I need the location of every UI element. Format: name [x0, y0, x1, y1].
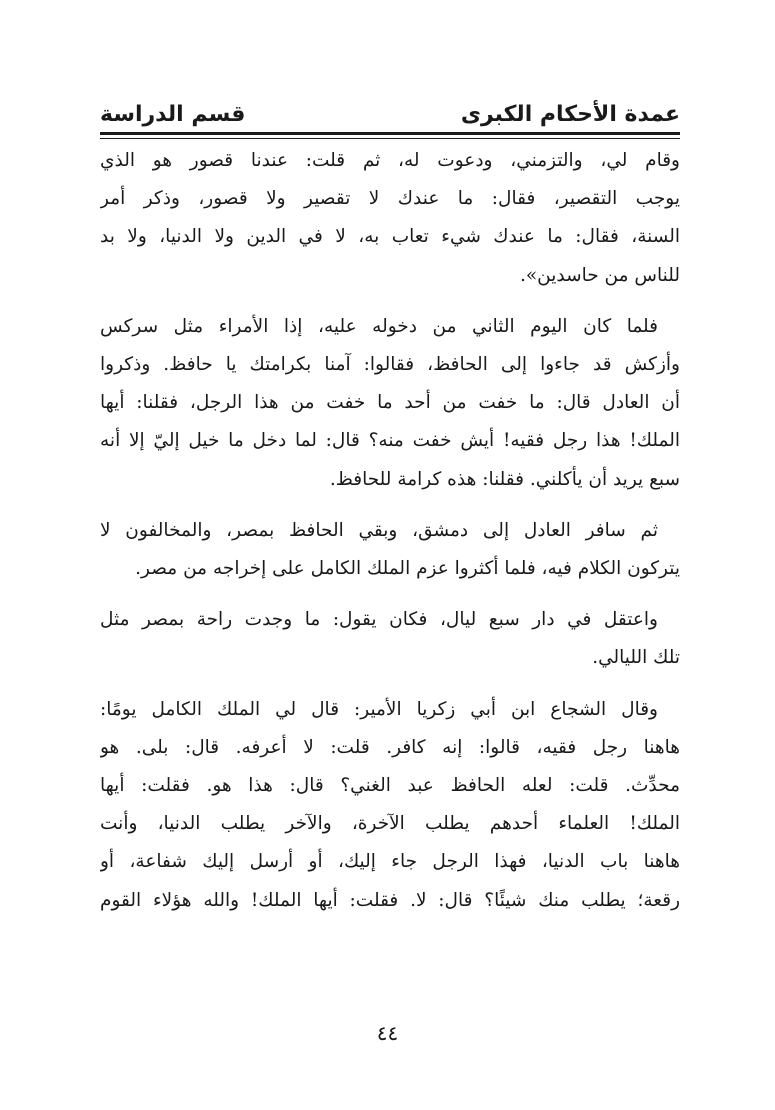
text-line: الملك! العلماء أحدهم يطلب الآخرة، والآخر يطلب الدنيا، وأنت [100, 813, 680, 835]
paragraph [100, 601, 680, 677]
text-line: يوجب التقصير، فقال: ما عندك لا تقصير ولا قصور، وذكر أمر [100, 188, 680, 210]
page-number: ٤٤ [376, 1021, 399, 1045]
paragraph [100, 142, 680, 295]
text-line: وقال الشجاع ابن أبي زكريا الأمير: قال لي الملك الكامل يومًا: [100, 698, 658, 720]
text-line: وأزكش قد جاءوا إلى الحافظ، فقالوا: آمنا بكرامتك يا حافظ. وذكروا [100, 354, 680, 376]
text-line: الملك! هذا رجل فقيه! أيش خفت منه؟ قال: لما دخل ما خيل إليّ إلا أنه [100, 430, 680, 452]
section-title: قسم الدراسة [100, 102, 246, 127]
text-line: وقام لي، والتزمني، ودعوت له، ثم قلت: عندنا قصور هو الذي [100, 150, 680, 171]
paragraph [100, 308, 680, 499]
paragraph [100, 691, 680, 920]
book-title: عمدة الأحكام الكبرى [460, 102, 680, 127]
text-line: السنة، فقال: ما عندك شيء تعاب به، لا في الدين ولا الدنيا، ولا بد [100, 226, 680, 248]
text-line: واعتقل في دار سبع ليال، فكان يقول: ما وجدت راحة بمصر مثل [100, 609, 658, 631]
text-line: للناس من حاسدين». [519, 264, 680, 286]
paragraph [100, 512, 680, 588]
text-line: ثم سافر العادل إلى دمشق، وبقي الحافظ بمصر، والمخالفون لا [100, 519, 658, 541]
body-text [100, 142, 680, 933]
header-rule [100, 132, 680, 135]
header-rule-thin [100, 138, 680, 139]
text-line: رقعة؛ يطلب منك شيئًا؟ قال: لا. فقلت: أيها الملك! والله هؤلاء القوم [100, 889, 680, 911]
text-line: تلك الليالي. [592, 647, 680, 669]
text-line: أن العادل قال: ما خفت من أحد ما خفت من هذا الرجل، فقلنا: أيها [100, 392, 680, 414]
text-line: يتركون الكلام فيه، فلما أكثروا عزم الملك الكامل على إخراجه من مصر. [135, 558, 680, 580]
text-line: هاهنا باب الدنيا، فهذا الرجل جاء إليك، أو أرسل إليك شفاعة، أو [100, 851, 680, 873]
text-line: هاهنا رجل فقيه، قالوا: إنه كافر. قلت: لا أعرفه. قال: بلى. هو [100, 736, 680, 758]
running-header [100, 100, 680, 134]
text-line: سبع يريد أن يأكلني. فقلنا: هذه كرامة للحافظ. [329, 468, 680, 490]
text-line: محدِّث. قلت: لعله الحافظ عبد الغني؟ قال: هذا هو. فقلت: أيها [100, 775, 680, 797]
text-line: فلما كان اليوم الثاني من دخوله عليه، إذا الأمراء مثل سركس [100, 315, 658, 337]
